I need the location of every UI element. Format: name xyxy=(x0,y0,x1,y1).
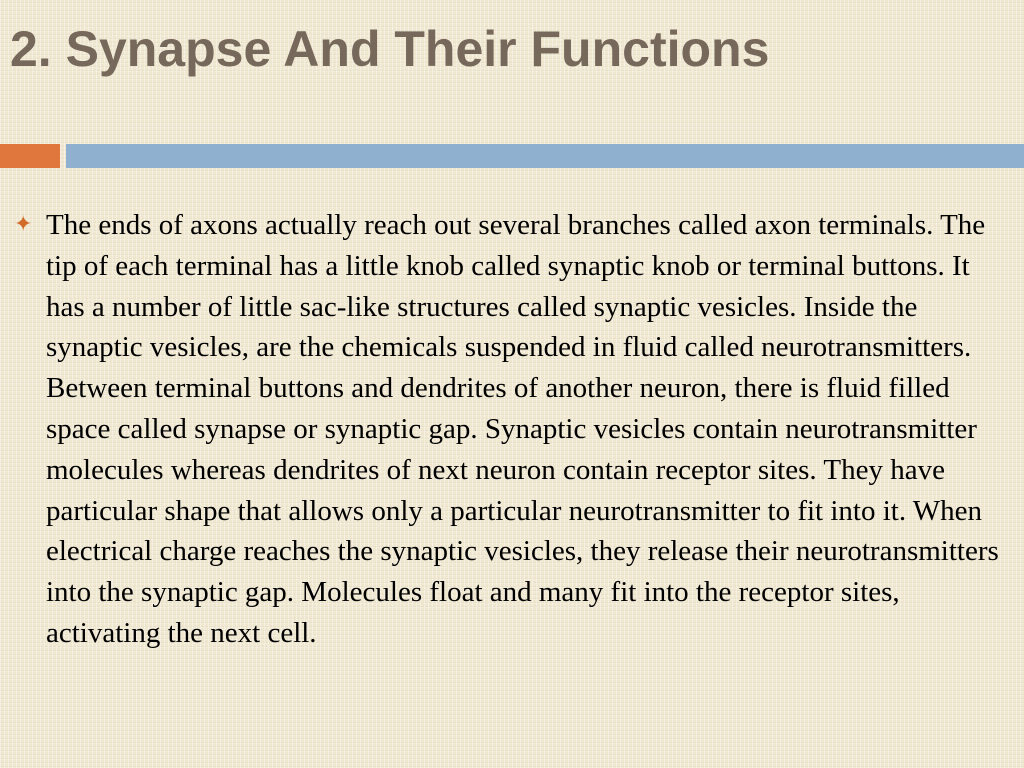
accent-bar-orange xyxy=(0,144,60,168)
slide-title: 2. Synapse And Their Functions xyxy=(10,21,770,77)
accent-bar-blue xyxy=(66,144,1024,168)
bullet-text: The ends of axons actually reach out several branches called axon terminals. The tip of each terminal has a little knob called synaptic knob or terminal buttons. It has a number of little sac-like structures called synaptic vesicles. Inside the synaptic vesicles, are the chemicals suspended in fluid called neurotransmitters. Between terminal buttons and dendrites of another neuron, there is fluid filled space called synapse or synaptic gap. Synaptic vesicles contain neurotransmitter molecules whereas dendrites of next neuron contain receptor sites. They have particular shape that allows only a particular neurotransmitter to fit into it. When electrical charge reaches the synaptic vesicles, they release their neurotransmitters into the synaptic gap. Molecules float and many fit into the receptor sites, activating the next cell. xyxy=(46,209,999,649)
four-point-star-bullet-icon: ✦ xyxy=(14,212,33,237)
slide-content xyxy=(14,205,1014,654)
bullet-item xyxy=(14,205,1014,654)
